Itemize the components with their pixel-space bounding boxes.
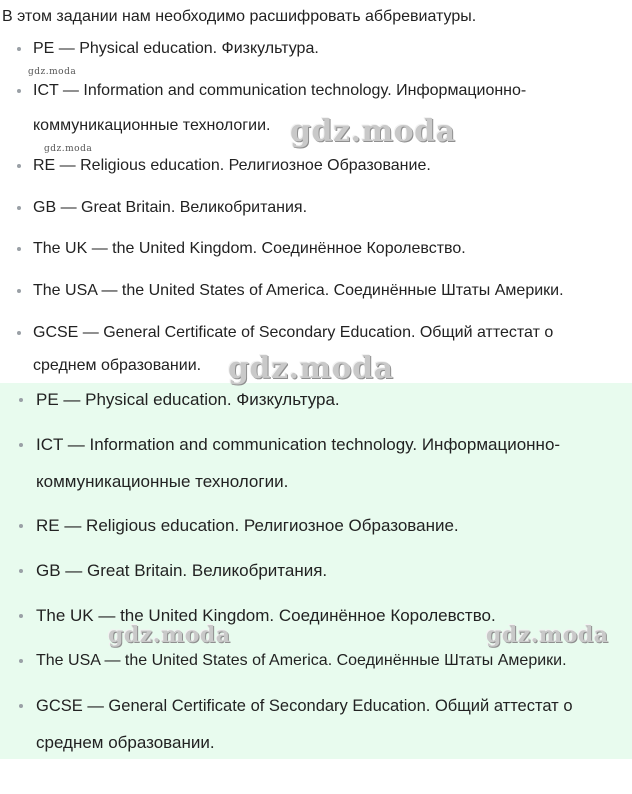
- bullet-icon: [17, 247, 21, 251]
- watermark: gdz.moda: [486, 622, 609, 648]
- watermark: gdz.moda: [108, 622, 231, 648]
- bullet-icon: [19, 659, 23, 663]
- list-item-text: The UK — the United Kingdom. Соединённое Королевство.: [36, 606, 496, 625]
- list-item-text: RE — Religious education. Религиозное Образование.: [36, 516, 459, 535]
- watermark-small: gdz.moda: [28, 67, 77, 77]
- bullet-icon: [19, 569, 23, 573]
- highlighted-block: [0, 383, 632, 759]
- list-item-text: ICT — Information and communication technology. Информационно-: [33, 82, 527, 99]
- list-item-text: среднем образовании.: [36, 733, 215, 752]
- list-item-text: коммуникационные технологии.: [36, 472, 289, 491]
- list-item-text: GCSE — General Certificate of Secondary Education. Общий аттестат о: [33, 324, 554, 341]
- list-item-text: PE — Physical education. Физкультура.: [33, 40, 319, 57]
- bullet-icon: [19, 443, 23, 447]
- list-item-text: The USA — the United States of America. Соединённые Штаты Америки.: [36, 652, 567, 669]
- intro-text: В этом задании нам необходимо расшифровать аббревиатуры.: [2, 8, 477, 25]
- bullet-icon: [17, 206, 21, 210]
- watermark-small: gdz.moda: [44, 144, 93, 154]
- bullet-icon: [19, 524, 23, 528]
- list-item-text: PE — Physical education. Физкультура.: [36, 390, 340, 409]
- list-item-text: GB — Great Britain. Великобритания.: [33, 199, 308, 216]
- list-item-text: GB — Great Britain. Великобритания.: [36, 561, 328, 580]
- watermark: gdz.moda: [290, 114, 456, 149]
- bullet-icon: [17, 164, 21, 168]
- bullet-icon: [17, 47, 21, 51]
- bullet-icon: [17, 289, 21, 293]
- bullet-icon: [17, 89, 21, 93]
- bullet-icon: [19, 398, 23, 402]
- bullet-icon: [19, 704, 23, 708]
- list-item-text: The USA — the United States of America. Соединённые Штаты Америки.: [33, 282, 564, 299]
- bullet-icon: [19, 614, 23, 618]
- list-item-text: The UK — the United Kingdom. Соединённое Королевство.: [33, 240, 466, 257]
- list-item-text: ICT — Information and communication technology. Информационно-: [36, 435, 561, 454]
- list-item-text: среднем образовании.: [33, 357, 202, 374]
- bullet-icon: [17, 331, 21, 335]
- watermark: gdz.moda: [228, 351, 394, 386]
- list-item-text: GCSE — General Certificate of Secondary Education. Общий аттестат о: [36, 697, 573, 715]
- list-item-text: RE — Religious education. Религиозное Образование.: [33, 157, 431, 174]
- list-item-text: коммуникационные технологии.: [33, 117, 271, 134]
